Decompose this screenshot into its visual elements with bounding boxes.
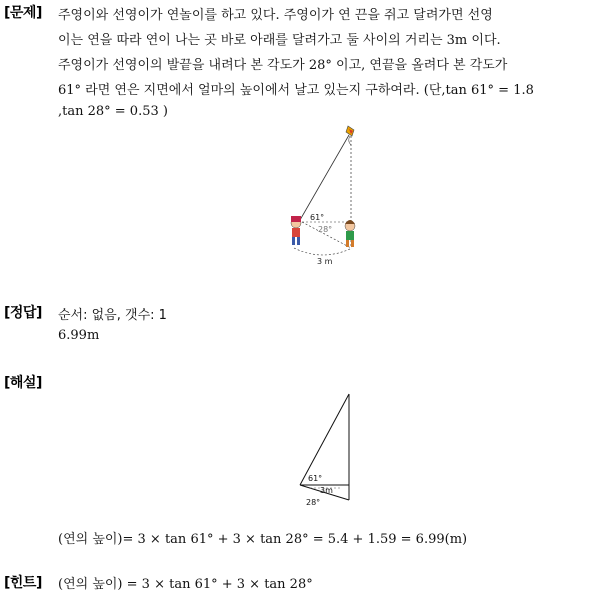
triangle-angle-28: 28° (306, 498, 321, 507)
boy-icon (291, 216, 301, 245)
explanation-label: [해설] (4, 375, 42, 391)
problem-line-3: 주영이가 선영이의 발끝을 내려다 본 각도가 28° 이고, 연끝을 올려다 본 각도가 (58, 58, 508, 73)
answer-label: [정답] (4, 305, 42, 321)
angle-61-label: 61° (310, 213, 325, 222)
angle-28-label: 28° (318, 225, 333, 234)
triangle-angle-61: 61° (308, 474, 323, 483)
triangle-diagram (290, 390, 360, 515)
girl-icon (345, 220, 355, 247)
answer-value: 6.99m (58, 328, 100, 343)
kite-icon (346, 126, 354, 145)
hint-formula: (연의 높이) = 3 × tan 61° + 3 × tan 28° (58, 577, 313, 592)
distance-label: 3 m (317, 257, 333, 266)
answer-order-count: 순서: 없음, 갯수: 1 (58, 308, 167, 323)
kite-figure (280, 120, 370, 270)
problem-line-1: 주영이와 선영이가 연놀이를 하고 있다. 주영이가 연 끈을 쥐고 달려가면 선영 (58, 8, 493, 23)
explanation-formula: (연의 높이)= 3 × tan 61° + 3 × tan 28° = 5.4 + 1.59 = 6.99(m) (58, 532, 468, 547)
problem-line-2: 이는 연을 따라 연이 나는 곳 바로 아래를 달려가고 둘 사이의 거리는 3m 이다. (58, 33, 501, 48)
problem-line-4: 61° 라면 연은 지면에서 얼마의 높이에서 날고 있는지 구하여라. (단,tan 61° = 1.8 (58, 83, 534, 98)
triangle-distance: 3m (320, 486, 333, 495)
hint-label: [힌트] (4, 575, 42, 591)
problem-line-5: ,tan 28° = 0.53 ) (58, 104, 168, 119)
problem-label: [문제] (4, 5, 42, 21)
